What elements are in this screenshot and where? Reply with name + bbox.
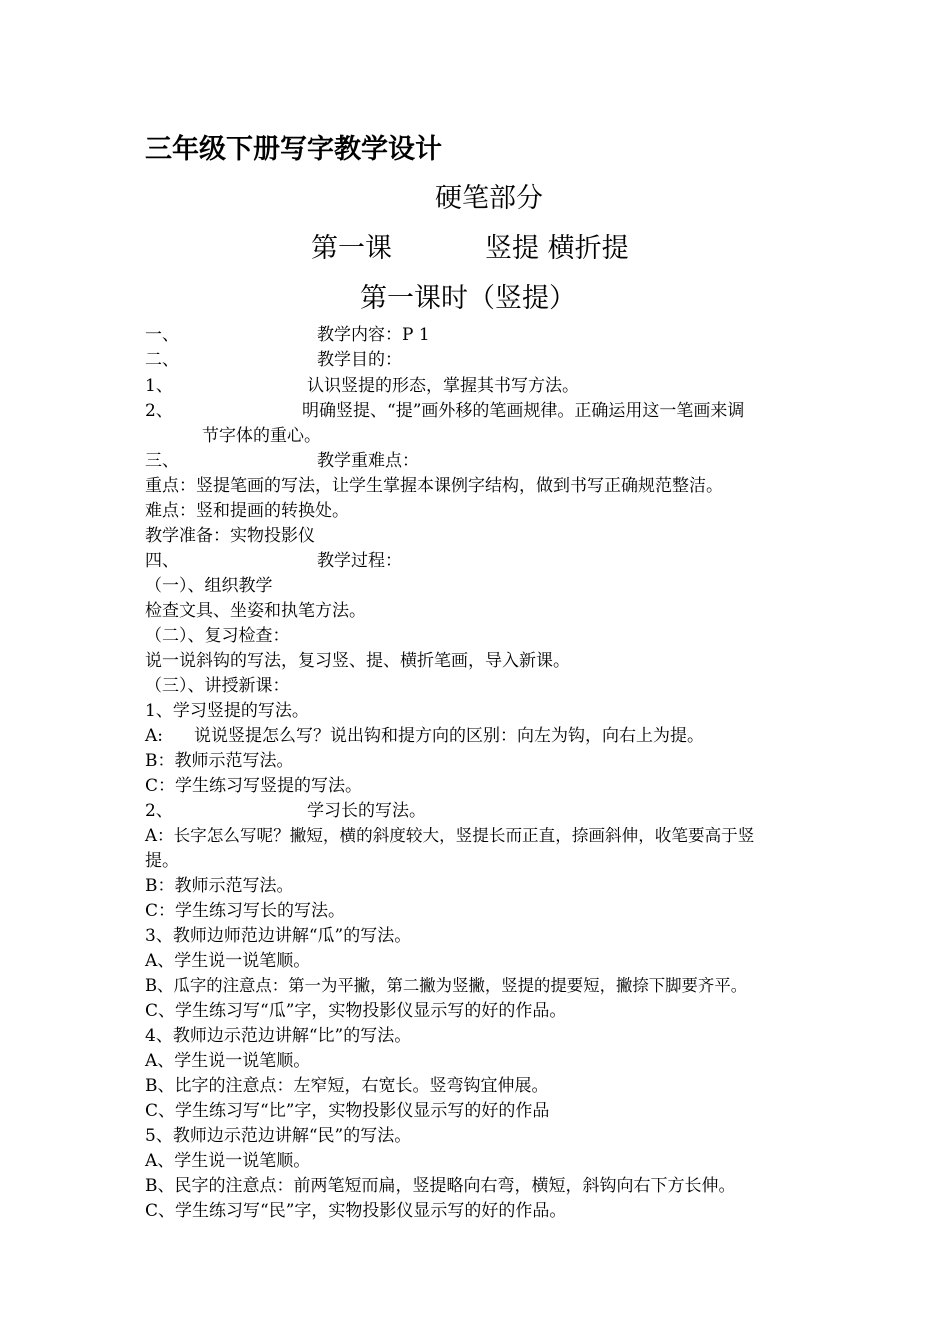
lesson-item-3a: A、学生说一说笔顺。: [145, 951, 311, 971]
lesson-item-5c: C、学生练习写“民”字，实物投影仪显示写的好的作品。: [145, 1201, 567, 1221]
process-step-1-detail: 检查文具、坐姿和执笔方法。: [145, 601, 366, 621]
lesson-item-5a: A、学生说一说笔顺。: [145, 1151, 311, 1171]
section-3-text: 教学重难点：: [317, 451, 419, 471]
section-heading: 硬笔部分: [435, 183, 543, 214]
lesson-item-2a: A：长字怎么写呢？撇短，横的斜度较大，竖提长而正直，捺画斜伸，收笔要高于竖: [145, 826, 755, 845]
section-3-number: 三、: [145, 451, 179, 471]
section-2-number: 二、: [145, 350, 179, 370]
goal-1-number: 1、: [145, 376, 173, 396]
lesson-item-3: 3、教师边师范边讲解“瓜”的写法。: [145, 926, 412, 946]
period-heading: 第一课时（竖提）: [360, 283, 576, 314]
lesson-item-3b: B、瓜字的注意点：第一为平撇，第二撇为竖撇，竖提的提要短，撇捺下脚要齐平。: [145, 976, 748, 995]
key-point: 重点：竖提笔画的写法，让学生掌握本课例字结构，做到书写正确规范整洁。: [145, 476, 723, 496]
goal-2-number: 2、: [145, 401, 173, 421]
lesson-item-4c: C、学生练习写“比”字，实物投影仪显示写的好的作品: [145, 1101, 550, 1121]
lesson-item-1a-label: A:: [145, 726, 164, 746]
process-step-2-detail: 说一说斜钩的写法，复习竖、提、横折笔画，导入新课。: [145, 651, 570, 671]
lesson-item-2a-continued: 提。: [145, 851, 179, 871]
process-step-3: （三）、讲授新课：: [145, 676, 290, 696]
goal-2-text: 明确竖提、“提”画外移的笔画规律。正确运用这一笔画来调: [302, 401, 745, 421]
process-step-2: （二）、复习检查：: [145, 626, 290, 646]
process-step-1: （一）、组织教学: [145, 576, 273, 596]
lesson-item-2c: C：学生练习写长的写法。: [145, 901, 346, 921]
document-title: 三年级下册写字教学设计: [145, 134, 442, 165]
difficulty: 难点：竖和提画的转换处。: [145, 501, 349, 521]
lesson-item-3c: C、学生练习写“瓜”字，实物投影仪显示写的好的作品。: [145, 1001, 567, 1021]
lesson-item-4a: A、学生说一说笔顺。: [145, 1051, 311, 1071]
goal-1-text: 认识竖提的形态，掌握其书写方法。: [307, 376, 579, 396]
lesson-item-2b: B：教师示范写法。: [145, 876, 294, 896]
section-1-text: 教学内容：P 1: [317, 325, 430, 345]
lesson-item-1: 1、学习竖提的写法。: [145, 701, 309, 721]
lesson-item-2-text: 学习长的写法。: [307, 801, 426, 821]
lesson-item-1c: C：学生练习写竖提的写法。: [145, 776, 363, 796]
lesson-topic: 竖提 横折提: [485, 233, 629, 264]
section-4-text: 教学过程：: [317, 551, 402, 571]
preparation: 教学准备：实物投影仪: [145, 526, 315, 546]
lesson-item-1a: 说说竖提怎么写？说出钩和提方向的区别：向左为钩，向右上为提。: [194, 726, 704, 746]
lesson-number: 第一课: [311, 233, 392, 264]
section-1-number: 一、: [145, 325, 179, 345]
lesson-item-4b: B、比字的注意点：左窄短，右宽长。竖弯钩宜伸展。: [145, 1076, 549, 1096]
section-2-text: 教学目的：: [317, 350, 402, 370]
lesson-item-2-number: 2、: [145, 801, 173, 821]
lesson-item-4: 4、教师边示范边讲解“比”的写法。: [145, 1026, 412, 1046]
lesson-item-5b: B、民字的注意点：前两笔短而扁，竖提略向右弯，横短，斜钩向右下方长伸。: [145, 1176, 736, 1196]
goal-2-continued: 节字体的重心。: [202, 426, 321, 446]
lesson-item-1b: B：教师示范写法。: [145, 751, 294, 771]
lesson-item-5: 5、教师边示范边讲解“民”的写法。: [145, 1126, 412, 1146]
section-4-number: 四、: [145, 551, 179, 571]
lesson-heading: [311, 232, 629, 266]
